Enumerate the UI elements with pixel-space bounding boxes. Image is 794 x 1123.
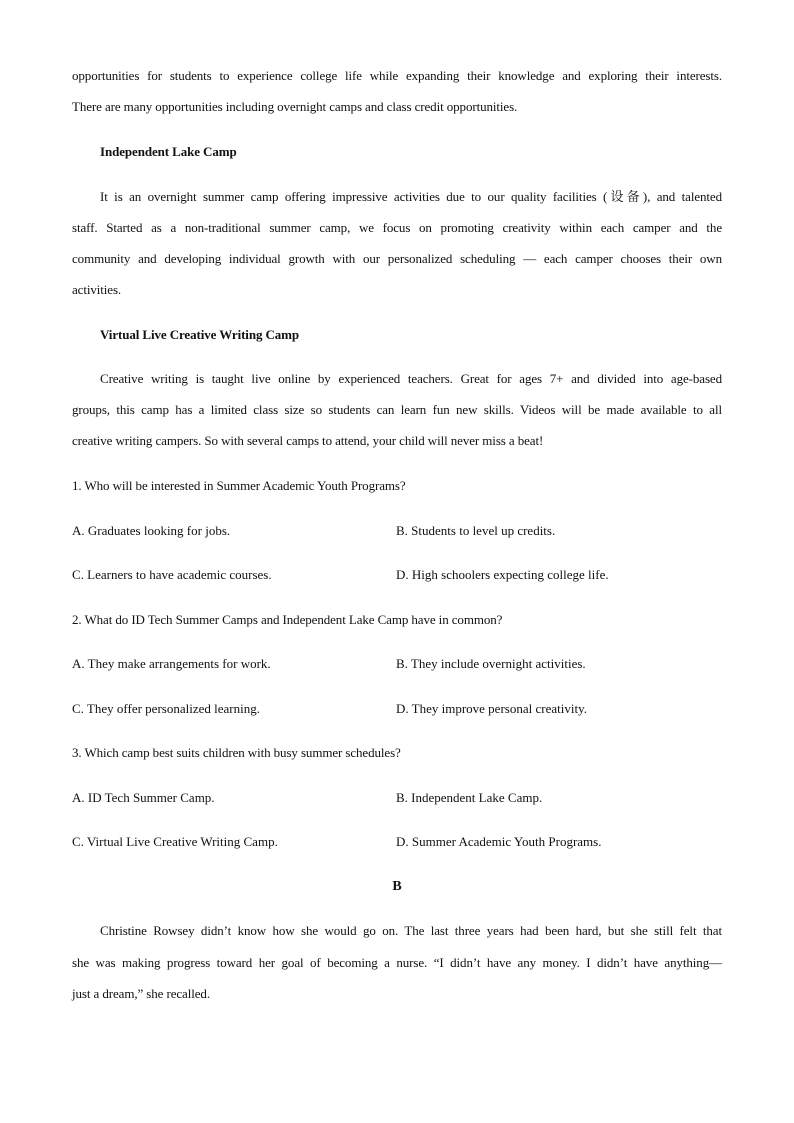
- question-1-option-b: B. Students to level up credits.: [396, 523, 556, 538]
- virtual-camp-line-2: groups, this camp has a limited class size so students can learn fun new skills. Videos will be made available to all: [72, 402, 722, 417]
- virtual-camp-line-1: Creative writing is taught live online by experienced teachers. Great for ages 7+ and divided into age-based: [100, 371, 722, 386]
- question-3-option-c: C. Virtual Live Creative Writing Camp.: [72, 834, 278, 849]
- section-b-line-2: she was making progress toward her goal of becoming a nurse. “I didn’t have any money. I didn’t have anything—: [72, 955, 722, 970]
- question-1-option-a: A. Graduates looking for jobs.: [72, 523, 231, 538]
- question-1-option-c: C. Learners to have academic courses.: [72, 567, 272, 582]
- independent-lake-line-3: community and developing individual growth with our personalized scheduling — each camper chooses their own: [72, 251, 722, 266]
- independent-lake-line-2: staff. Started as a non-traditional summer camp, we focus on promoting creativity within each camper and the: [72, 220, 722, 235]
- question-2: 2. What do ID Tech Summer Camps and Independent Lake Camp have in common?: [72, 612, 503, 627]
- question-1-option-d: D. High schoolers expecting college life.: [396, 567, 609, 582]
- intro-line-1: opportunities for students to experience college life while expanding their knowledge and exploring their interests.: [72, 68, 722, 83]
- question-3: 3. Which camp best suits children with busy summer schedules?: [72, 745, 401, 760]
- section-b-line-3: just a dream,” she recalled.: [72, 986, 210, 1001]
- virtual-camp-heading: Virtual Live Creative Writing Camp: [100, 327, 300, 342]
- question-2-option-a: A. They make arrangements for work.: [72, 656, 271, 671]
- question-3-option-d: D. Summer Academic Youth Programs.: [396, 834, 602, 849]
- section-b-heading: B: [392, 879, 402, 894]
- virtual-camp-line-3: creative writing campers. So with several camps to attend, your child will never miss a beat!: [72, 433, 544, 448]
- intro-line-2: There are many opportunities including overnight camps and class credit opportunities.: [72, 99, 518, 114]
- question-1: 1. Who will be interested in Summer Academic Youth Programs?: [72, 478, 406, 493]
- independent-lake-heading: Independent Lake Camp: [100, 144, 237, 159]
- question-2-option-b: B. They include overnight activities.: [396, 656, 586, 671]
- question-2-option-d: D. They improve personal creativity.: [396, 701, 587, 716]
- section-b-line-1: Christine Rowsey didn’t know how she would go on. The last three years had been hard, but she still felt that: [100, 923, 722, 938]
- independent-lake-line-4: activities.: [72, 282, 122, 297]
- question-3-option-a: A. ID Tech Summer Camp.: [72, 790, 215, 805]
- question-3-option-b: B. Independent Lake Camp.: [396, 790, 543, 805]
- independent-lake-line-1: It is an overnight summer camp offering impressive activities due to our quality facilities (设备), and talented: [100, 189, 722, 204]
- question-2-option-c: C. They offer personalized learning.: [72, 701, 260, 716]
